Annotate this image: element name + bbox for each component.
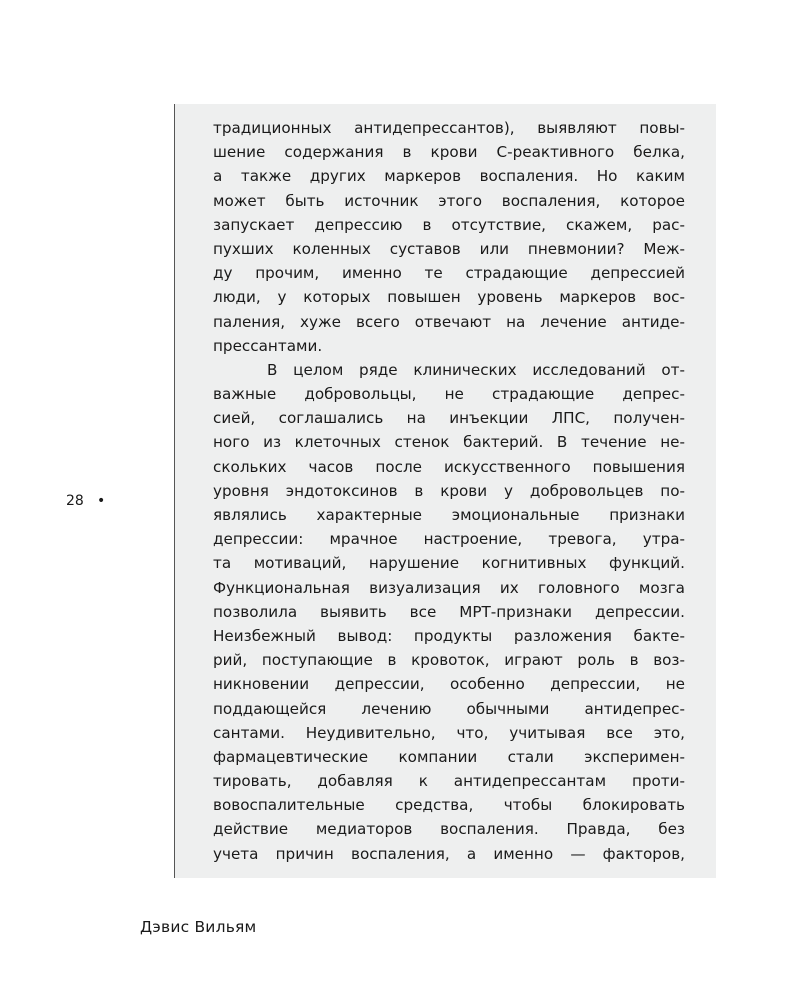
page-number: 28 bbox=[66, 493, 84, 509]
text-line: ду прочим, именно те страдающие депрессией bbox=[213, 264, 685, 283]
text-line: люди, у которых повышен уровень маркеров вос- bbox=[213, 288, 685, 307]
body-text bbox=[213, 116, 685, 866]
text-line: тировать, добавляя к антидепрессантам проти- bbox=[213, 772, 685, 791]
text-line: фармацевтические компании стали эксперимен- bbox=[213, 747, 685, 766]
text-line: Функциональная визуализация их головного мозга bbox=[213, 578, 685, 597]
text-line: традиционных антидепрессантов), выявляют повы- bbox=[213, 119, 685, 137]
text-line: рий, поступающие в кровоток, играют роль в воз- bbox=[213, 651, 685, 670]
text-line: действие медиаторов воспаления. Правда, без bbox=[213, 820, 685, 839]
text-line: шение содержания в крови С-реактивного белка, bbox=[213, 143, 685, 162]
text-line: может быть источник этого воспаления, которое bbox=[213, 191, 685, 210]
text-line: учета причин воспаления, а именно — факторов, bbox=[213, 844, 685, 863]
text-line: сантами. Неудивительно, что, учитывая все это, bbox=[213, 723, 685, 742]
text-line: а также других маркеров воспаления. Но каким bbox=[213, 167, 685, 186]
text-line: вовоспалительные средства, чтобы блокировать bbox=[213, 796, 685, 815]
text-line: запускает депрессию в отсутствие, скажем, рас- bbox=[213, 215, 685, 234]
paragraph-end-line: прессантами. bbox=[213, 336, 323, 355]
page-number-bullet: • bbox=[97, 493, 106, 509]
text-line: депрессии: мрачное настроение, тревога, утра- bbox=[213, 530, 685, 549]
text-line: сией, соглашались на инъекции ЛПС, получен- bbox=[213, 409, 685, 428]
text-line: являлись характерные эмоциональные признаки bbox=[213, 506, 685, 524]
text-line: ного из клеточных стенок бактерий. В течение не- bbox=[213, 433, 685, 452]
text-line: уровня эндотоксинов в крови у добровольцев по- bbox=[213, 481, 685, 500]
running-footer-author: Дэвис Вильям bbox=[140, 918, 257, 936]
text-line: скольких часов после искусственного повышения bbox=[213, 457, 685, 476]
text-line: поддающейся лечению обычными антидепрес- bbox=[213, 699, 685, 718]
paragraph-start-line: В целом ряде клинических исследований от- bbox=[267, 360, 685, 379]
text-line: Неизбежный вывод: продукты разложения бакте- bbox=[213, 626, 685, 645]
text-line: важные добровольцы, не страдающие депрес- bbox=[213, 385, 685, 404]
text-line: позволила выявить все МРТ-признаки депрессии. bbox=[213, 602, 685, 621]
text-line: та мотиваций, нарушение когнитивных функций. bbox=[213, 554, 685, 573]
text-line: пухших коленных суставов или пневмонии? Меж- bbox=[213, 239, 685, 258]
text-line: паления, хуже всего отвечают на лечение антиде- bbox=[213, 312, 685, 331]
text-line: никновении депрессии, особенно депрессии, не bbox=[213, 675, 685, 694]
